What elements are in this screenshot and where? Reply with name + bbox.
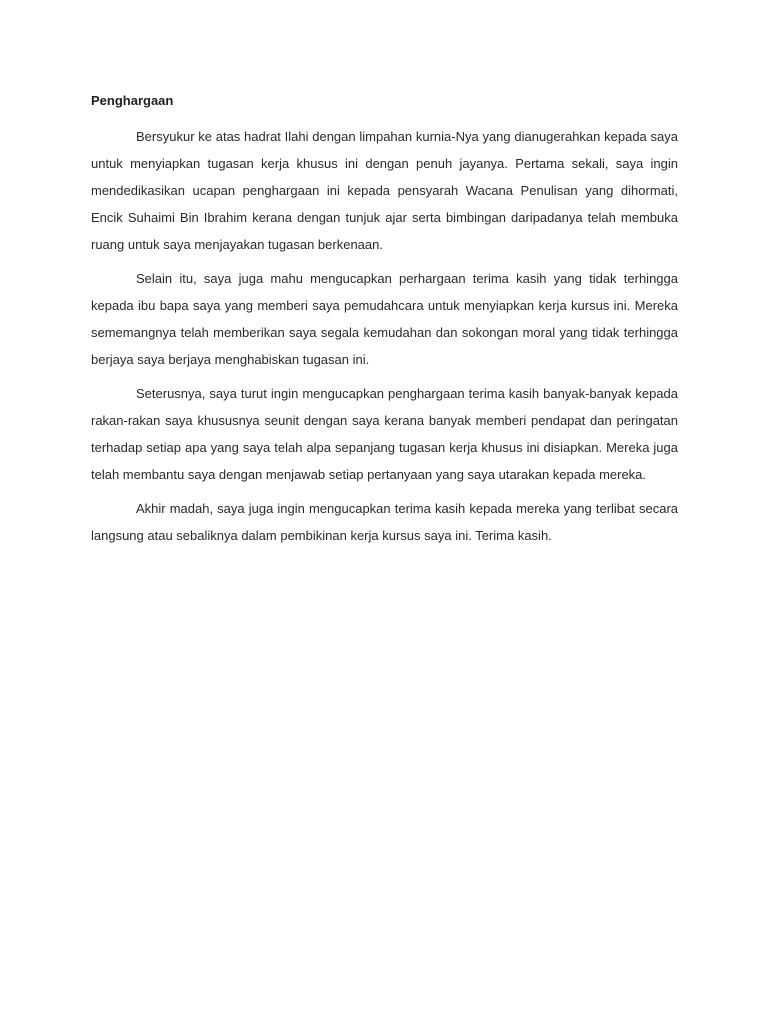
document-body [91,92,678,556]
paragraph-3: Seterusnya, saya turut ingin mengucapkan penghargaan terima kasih banyak-banyak kepada rakan-rakan saya khususnya seunit dengan saya kerana banyak memberi pendapat dan peringatan terhadap setiap apa yang saya telah alpa sepanjang tugasan kerja khusus ini disiapkan. Mereka juga telah membantu saya dengan menjawab setiap pertanyaan yang saya utarakan kepada mereka. [91,386,678,482]
page-title: Penghargaan [91,93,174,108]
paragraph-2: Selain itu, saya juga mahu mengucapkan perhargaan terima kasih yang tidak terhingga kepada ibu bapa saya yang memberi saya pemudahcara untuk menyiapkan kerja kursus ini. Mereka sememangnya telah memberikan saya segala kemudahan dan sokongan moral yang tidak terhingga berjaya saya berjaya menghabiskan tugasan ini. [91,271,678,367]
paragraph-4: Akhir madah, saya juga ingin mengucapkan terima kasih kepada mereka yang terlibat secara langsung atau sebaliknya dalam pembikinan kerja kursus saya ini. Terima kasih. [91,501,678,543]
paragraph-1: Bersyukur ke atas hadrat Ilahi dengan limpahan kurnia-Nya yang dianugerahkan kepada saya untuk menyiapkan tugasan kerja khusus ini dengan penuh jayanya. Pertama sekali, saya ingin mendedikasikan ucapan penghargaan ini kepada pensyarah Wacana Penulisan yang dihormati, Encik Suhaimi Bin Ibrahim kerana dengan tunjuk ajar serta bimbingan daripadanya telah membuka ruang untuk saya menjayakan tugasan berkenaan. [91,129,678,252]
